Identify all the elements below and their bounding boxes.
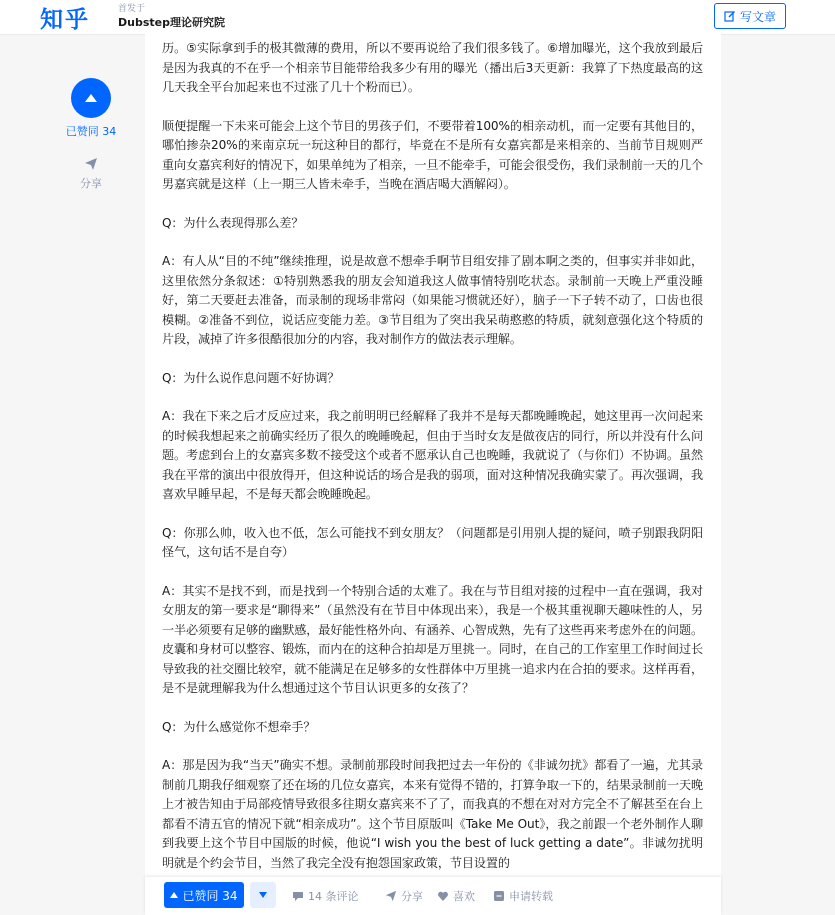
write-article-label: 写文章	[739, 9, 776, 24]
column-info	[118, 4, 225, 30]
write-article-button[interactable]	[714, 3, 786, 29]
zhihu-logo[interactable]: 知乎	[40, 7, 90, 33]
paper-plane-icon	[84, 157, 98, 171]
side-voted-label[interactable]: 已赞同 34	[65, 125, 117, 138]
published-in-label: 首发于	[118, 4, 146, 14]
top-bar	[0, 0, 835, 35]
triangle-up-icon	[85, 94, 97, 102]
answer-paragraph: A：那是因为我“当天”确实不想。录制前那段时间我把过去一年份的《非诚勿扰》都看了一遍，尤其录制前几期我仔细观察了还在场的几位女嘉宾，本来有觉得不错的，打算争取一下的，结果录制前一天晚上才被告知由于局部疫情导致很多往期女嘉宾来不了了，而我真的不想在对对方完全不了解甚至在台上都看不清五官的情况下就“相亲成功”。这个节目原版叫《Take Me Out》，我之前跟一个老外制作人聊到我要上这个节目中国版的时候，他说“I wish you the best of luck getting a date”。非诚勿扰明明就是个约会节目，当然了我完全没有抱怨国家政策，节目设置的	[162, 758, 703, 870]
like-label: 喜欢	[453, 890, 475, 903]
answer-paragraph: A：其实不是找不到，而是找到一个特别合适的太难了。我在与节目组对接的过程中一直在强调，我对女朋友的第一要求是“聊得来”（虽然没有在节目中体现出来），我是一个极其重视聊天趣味性的人，另一半必须要有足够的幽默感，最好能性格外向、有涵养、心智成熟，先有了这些再来考虑外在的问题。皮囊和身材可以整容、锻炼，而内在的这种合拍却是万里挑一。同时，在自己的工作室里工作时间过长导致我的社交圈比较窄，就不能满足在足够多的女性群体中万里挑一追求内在合拍的要求。这样再看，是不是就理解我为什么想通过这个节目认识更多的女孩了？	[162, 583, 703, 695]
vote-up-button[interactable]	[164, 882, 244, 908]
share-label: 分享	[401, 890, 423, 903]
question-paragraph: Q：你那么帅，收入也不低，怎么可能找不到女朋友？（问题都是引用别人提的疑问，喷子别跟我阴阳怪气，这句话不是自夸）	[162, 525, 703, 559]
answer-paragraph: A：我在下来之后才反应过来，我之前明明已经解释了我并不是每天都晚睡晚起，她这里再一次问起来的时候我想起来之前确实经历了很久的晚睡晚起，但由于当时女友是做夜店的同行，所以并没有什么问题。考虑到台上的女嘉宾多数不接受这个或者不愿承认自己也晚睡，我就说了（与你们）不协调。虽然我在平常的演出中很放得开，但这种说话的场合是我的弱项，面对这种情况我确实蒙了。再次强调，我喜欢早睡早起，不是每天都会晚睡晚起。	[162, 409, 703, 501]
article-paragraph: 顺便提醒一下未来可能会上这个节目的男孩子们，不要带着100%的相亲动机，而一定要有其他目的，哪怕掺杂20%的来南京玩一玩这种目的都行，毕竟在不是所有女嘉宾都是来相亲的、当前节目规则严重向女嘉宾利好的情况下，如果单纯为了相亲，一旦不能牵手，可能会很受伤，我们录制前一天的几个男嘉宾就是这样（上一期三人皆未牵手，当晚在酒店喝大酒解闷）。	[162, 118, 703, 191]
paper-plane-icon	[385, 890, 397, 902]
article-content	[145, 34, 721, 873]
like-button[interactable]	[437, 888, 475, 904]
reprint-icon	[493, 890, 505, 902]
triangle-up-icon	[170, 892, 178, 898]
question-paragraph: Q：为什么感觉你不想牵手？	[162, 719, 316, 734]
side-share-button[interactable]	[60, 157, 122, 191]
reprint-button[interactable]	[493, 888, 553, 904]
side-vote-button[interactable]	[71, 78, 111, 118]
edit-icon	[724, 10, 736, 22]
answer-paragraph: A：有人从“目的不纯”继续推理，说是故意不想牵手啊节目组安排了剧本啊之类的，但事实并非如此，这里依然分条叙述：①特别熟悉我的朋友会知道我这人做事情特别吃状态。录制前一天晚上严重没睡好，第二天要赶去准备，而录制的现场非常闷（如果能习惯就还好），脑子一下子转不动了，口齿也很模糊。②准备不到位，说话应变能力差。③节目组为了突出我呆萌憨憨的特质，就刻意强化这个特质的片段，减掉了许多很酷很加分的内容，我对制作方的做法表示理解。	[162, 254, 703, 346]
vote-down-button[interactable]	[250, 882, 276, 908]
triangle-down-icon	[259, 892, 267, 898]
bottom-action-bar	[145, 877, 721, 915]
heart-icon	[437, 890, 449, 902]
question-paragraph: Q：为什么说作息问题不好协调？	[162, 370, 340, 385]
comment-icon	[292, 890, 304, 902]
side-actions	[60, 78, 122, 191]
share-button[interactable]	[385, 888, 423, 904]
vote-up-label: 已赞同 34	[182, 888, 238, 903]
comments-label: 14 条评论	[308, 890, 359, 903]
column-name-link[interactable]: Dubstep理论研究院	[118, 16, 225, 29]
question-paragraph: Q：为什么表现得那么差？	[162, 215, 304, 230]
side-share-label: 分享	[80, 177, 102, 190]
reprint-label: 申请转载	[509, 890, 553, 903]
comments-button[interactable]	[292, 888, 359, 904]
article-card	[145, 34, 721, 915]
article-paragraph: 历。⑤实际拿到手的极其微薄的费用，所以不要再说给了我们很多钱了。⑥增加曝光，这个我放到最后是因为我真的不在乎一个相亲节目能带给我多少有用的曝光（播出后3天更新：我算了下热度最高的这几天我全平台加起来也不过涨了几十个粉而已）。	[162, 41, 703, 94]
